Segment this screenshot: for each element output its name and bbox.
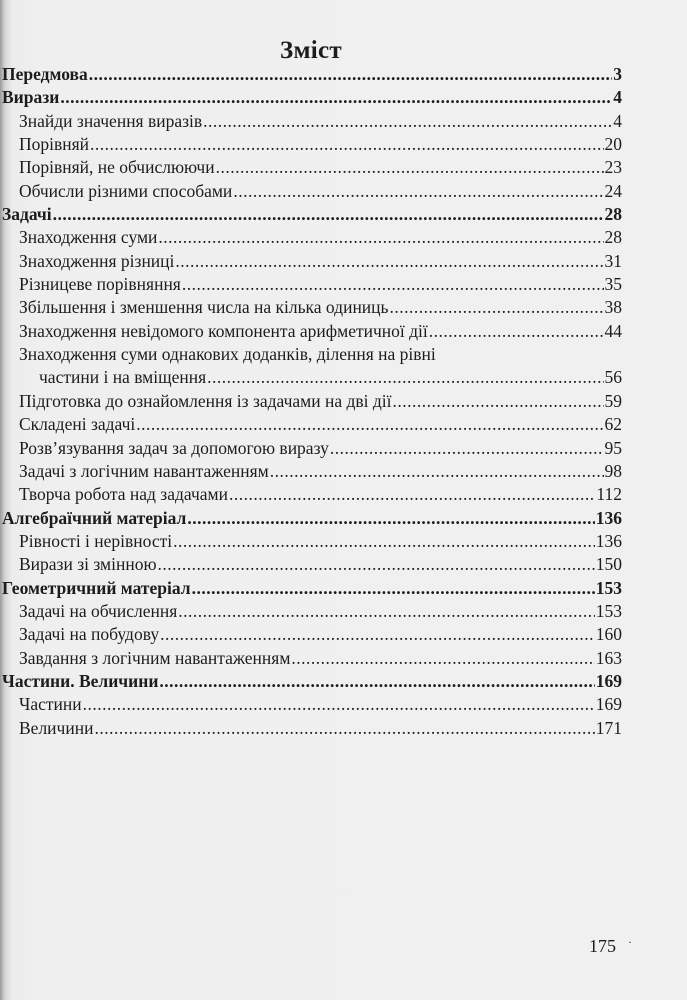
toc-entry-label: Збільшення і зменшення числа на кілька одиниць: [19, 297, 389, 318]
toc-entry: [0, 297, 622, 320]
toc-entry: [0, 321, 622, 344]
toc-entry: [0, 227, 622, 250]
toc-entry-label: Вирази зі змінною: [19, 554, 157, 575]
toc-entry-label: Порівняй, не обчислюючи: [19, 157, 215, 178]
toc-entry: [0, 484, 622, 507]
toc-entry-label: Вирази: [2, 87, 60, 108]
toc-entry-continuation: [0, 367, 622, 390]
toc-entry-label: Складені задачі: [19, 414, 136, 435]
toc-leader-dots: [330, 438, 604, 459]
toc-entry-page: 23: [604, 157, 622, 178]
toc-entry-page: 169: [595, 670, 622, 691]
toc-entry: [0, 461, 622, 484]
toc-entry-section: [0, 671, 622, 694]
toc-entry-section: [0, 204, 622, 227]
toc-leader-dots: [192, 578, 595, 599]
toc-leader-dots: [429, 321, 604, 342]
toc-entry-label: частини і на вміщення: [39, 367, 207, 388]
toc-leader-dots: [90, 134, 603, 155]
toc-entry-page: 38: [604, 297, 622, 318]
toc-entry: [0, 554, 622, 577]
toc-entry-label: Задачі: [2, 204, 52, 225]
toc-entry: [0, 414, 622, 437]
toc-entry-page: 62: [604, 414, 622, 435]
toc-entry: [0, 718, 622, 741]
toc-leader-dots: [160, 624, 595, 645]
toc-entry: [0, 648, 622, 671]
toc-leader-dots: [158, 227, 603, 248]
toc-entry-page: 44: [604, 320, 622, 341]
page-title: Зміст: [279, 37, 343, 64]
toc-entry-page: 3: [613, 64, 622, 84]
toc-leader-dots: [390, 297, 604, 318]
toc-entry-page: 59: [604, 390, 622, 411]
toc-entry: [0, 624, 622, 647]
toc-entry-label: Обчисли різними способами: [19, 180, 233, 201]
toc-entry-page: 35: [604, 274, 622, 295]
toc-entry-label: Рівності і нерівності: [19, 530, 173, 551]
toc-entry-section: [0, 578, 622, 601]
toc-entry-section: [0, 508, 622, 531]
toc-entry-label: Завдання з логічним навантаженням: [19, 647, 291, 668]
toc-entry-label: Знайди значення виразів: [19, 110, 203, 131]
toc-entry-label: Творча робота над задачами: [19, 484, 228, 505]
toc-entry-first-line: [0, 344, 622, 367]
toc-entry-page: 160: [595, 624, 622, 645]
toc-entry-label: Алгебраїчний матеріал: [2, 507, 187, 528]
toc-entry-label: Величини: [19, 717, 94, 738]
toc-entry-page: 56: [604, 367, 622, 388]
toc-entry-label: Різницеве порівняння: [19, 274, 181, 295]
toc-entry-page: 136: [595, 507, 622, 528]
toc-entry-section: [0, 64, 622, 87]
toc-entry-page: 28: [604, 204, 622, 225]
toc-entry-label: Розв’язування задач за допомогою виразу: [19, 437, 329, 458]
toc-entry-page: 136: [595, 530, 622, 551]
toc-leader-dots: [60, 87, 612, 108]
toc-leader-dots: [94, 718, 594, 739]
toc-entry-label: Задачі з логічним навантаженням: [19, 460, 269, 481]
toc-leader-dots: [182, 274, 604, 295]
toc-leader-dots: [291, 648, 594, 669]
toc-entry-page: 4: [613, 110, 622, 131]
toc-leader-dots: [83, 694, 595, 715]
toc-entry-page: 171: [595, 717, 622, 738]
toc-leader-dots: [203, 111, 612, 132]
toc-entry: [0, 694, 622, 717]
toc-entry-page: 31: [604, 250, 622, 271]
toc-entry: [0, 601, 622, 624]
toc-entry: [0, 438, 622, 461]
table-of-contents: [0, 64, 622, 741]
toc-entry-page: 153: [595, 577, 622, 598]
toc-entry-page: 4: [613, 87, 622, 108]
toc-entry-page: 28: [604, 227, 622, 248]
toc-entry-label: Знаходження суми: [19, 227, 158, 248]
toc-entry-page: 20: [604, 134, 622, 155]
toc-entry-label: Передмова: [2, 64, 88, 84]
toc-entry-label: Частини: [19, 694, 82, 715]
toc-entry: [0, 134, 622, 157]
toc-entry-label: Задачі на обчислення: [19, 600, 178, 621]
page-number: 175: [589, 936, 616, 956]
toc-entry-label: Задачі на побудову: [19, 624, 160, 645]
toc-leader-dots: [175, 251, 603, 272]
toc-leader-dots: [136, 414, 603, 435]
toc-leader-dots: [216, 157, 604, 178]
toc-entry-page: 112: [596, 484, 622, 505]
toc-entry-label: Частини. Величини: [2, 670, 159, 691]
toc-entry: [0, 111, 622, 134]
page-mark: ·: [628, 935, 632, 949]
toc-entry-label: Знаходження різниці: [19, 250, 175, 271]
toc-leader-dots: [173, 531, 595, 552]
toc-entry-label: Знаходження невідомого компонента арифметичної дії: [19, 320, 428, 341]
toc-entry-page: 24: [604, 180, 622, 201]
toc-leader-dots: [187, 508, 594, 529]
toc-entry-label: Знаходження суми однакових доданків, ділення на рівні: [19, 344, 436, 365]
toc-leader-dots: [158, 554, 595, 575]
toc-entry-page: 150: [595, 554, 622, 575]
toc-leader-dots: [270, 461, 604, 482]
toc-entry: [0, 531, 622, 554]
toc-entry-page: 169: [595, 694, 622, 715]
toc-entry-label: Геометричний матеріал: [2, 577, 191, 598]
toc-entry-section: [0, 87, 622, 110]
toc-entry: [0, 157, 622, 180]
toc-entry: [0, 274, 622, 297]
toc-leader-dots: [89, 64, 613, 85]
toc-leader-dots: [159, 671, 594, 692]
toc-entry: [0, 251, 622, 274]
toc-leader-dots: [233, 181, 603, 202]
toc-leader-dots: [178, 601, 594, 622]
toc-entry-page: 95: [604, 437, 622, 458]
toc-leader-dots: [229, 484, 595, 505]
toc-entry-page: 153: [595, 600, 622, 621]
toc-leader-dots: [53, 204, 604, 225]
toc-entry-label: Підготовка до ознайомлення із задачами на дві дії: [19, 390, 392, 411]
toc-entry-page: 163: [595, 647, 622, 668]
toc-leader-dots: [207, 367, 603, 388]
toc-entry-label: Порівняй: [19, 134, 90, 155]
toc-entry: [0, 391, 622, 414]
toc-entry-page: 98: [604, 460, 622, 481]
toc-leader-dots: [393, 391, 604, 412]
toc-entry: [0, 181, 622, 204]
